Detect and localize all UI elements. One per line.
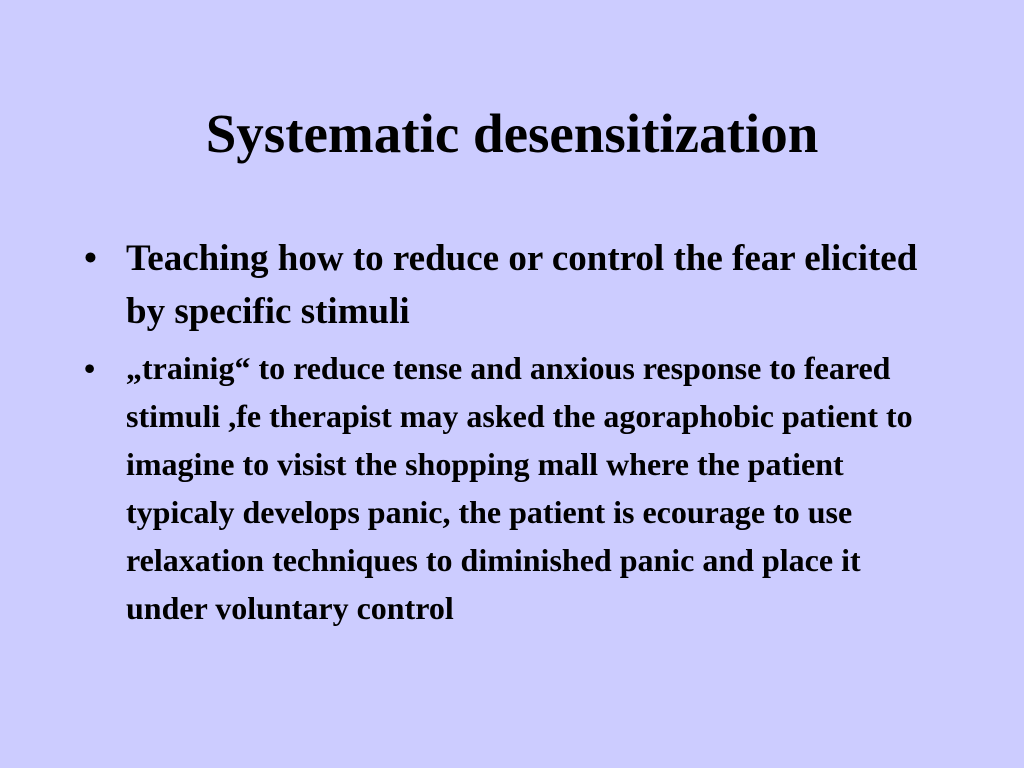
bullet-dot-icon: • [84,238,97,279]
bullet-item [84,232,944,338]
bullet-list [84,232,944,632]
bullet-text: „trainig“ to reduce tense and anxious response to feared stimuli ,fe therapist may asked the agoraphobic patient to imagine to visist the shopping mall where the patient typicaly develops panic, the patient is ecourage to use relaxation techniques to diminished panic and place it under voluntary control [126,350,913,626]
slide-title: Systematic desensitization [205,103,819,164]
bullet-dot-icon: • [84,350,96,386]
bullet-item [84,344,944,632]
bullet-text: Teaching how to reduce or control the fear elicited by specific stimuli [126,238,918,332]
